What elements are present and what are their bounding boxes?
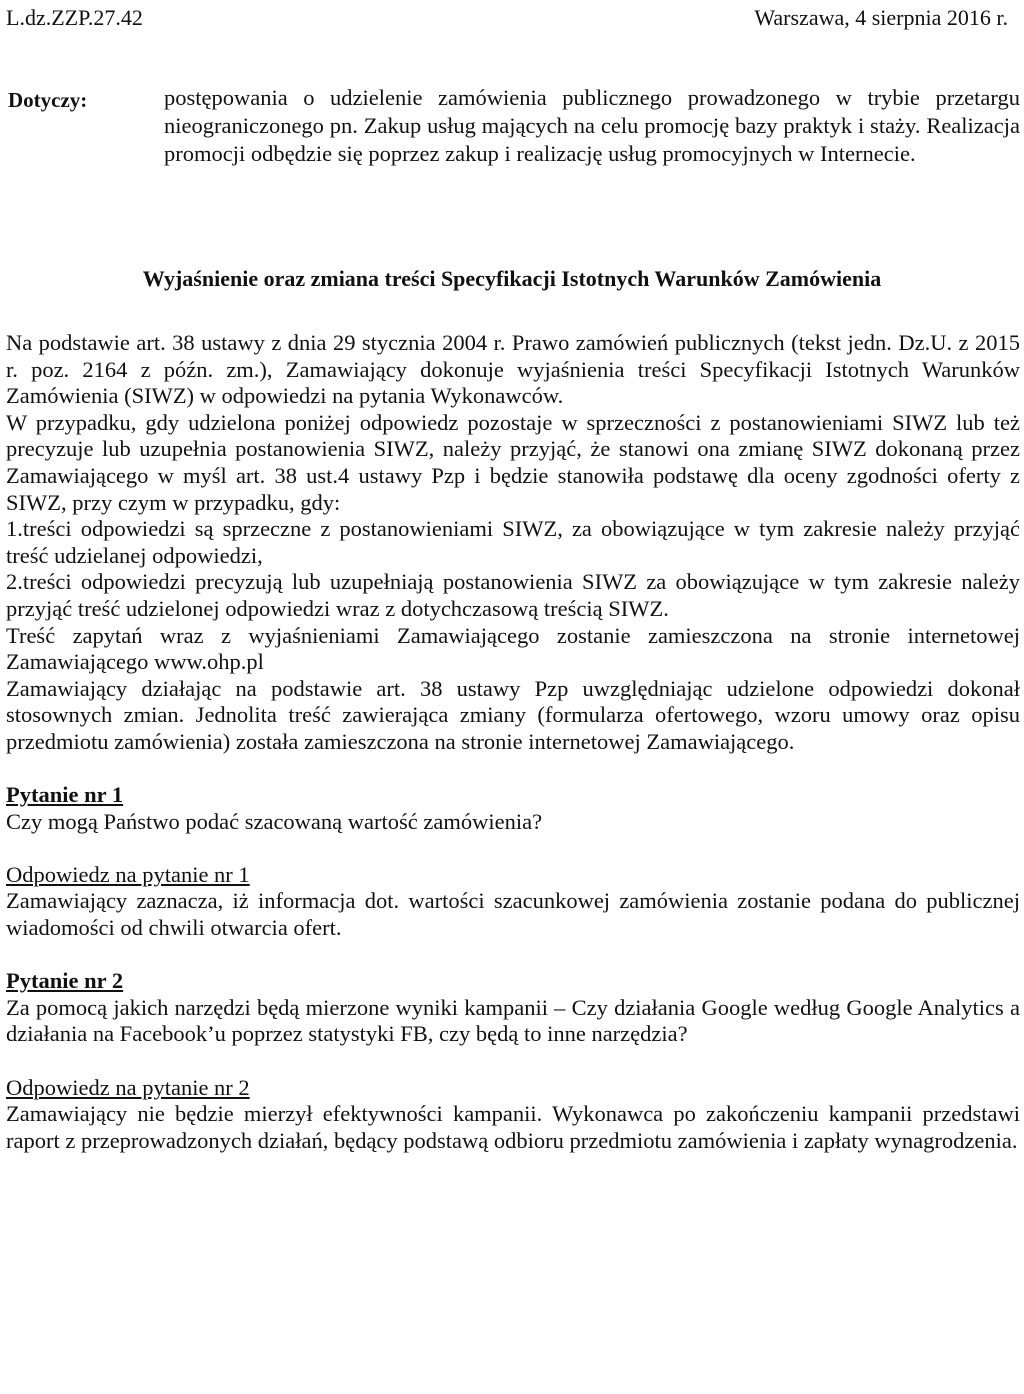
paragraph-point-1: 1.treści odpowiedzi są sprzeczne z postanowieniami SIWZ, za obowiązujące w tym zakresie należy przyjąć treść udzielanej odpowiedzi,	[6, 516, 1020, 568]
answer-2-heading: Odpowiedz na pytanie nr 2	[6, 1074, 250, 1100]
subject-text: postępowania o udzielenie zamówienia publicznego prowadzonego w trybie przetargu nieograniczonego pn. Zakup usług mających na celu promocję bazy praktyk i staży. Realizacja promocji odbędzie się poprzez zakup i realizację usług promocyjnych w Internecie.	[164, 85, 1020, 166]
question-2-text: Za pomocą jakich narzędzi będą mierzone wyniki kampanii – Czy działania Google według Google Analytics a działania na Facebook’u poprzez statystyki FB, czy będą to inne narzędzia?	[6, 994, 1020, 1047]
answer-1-text: Zamawiający zaznacza, iż informacja dot. wartości szacunkowej zamówienia zostanie podana do publicznej wiadomości od chwili otwarcia ofert.	[6, 888, 1020, 941]
spacer	[6, 835, 1020, 862]
paragraph-legal-basis: Na podstawie art. 38 ustawy z dnia 29 stycznia 2004 r. Prawo zamówień publicznych (tekst jedn. Dz.U. z 2015 r. poz. 2164 z późn. zm.), Zamawiający dokonuje wyjaśnienia treści Specyfikacji Istotnych Warunków Zamówienia (SIWZ) w odpowiedzi na pytania Wykonawców.	[6, 330, 1020, 409]
document-body	[6, 330, 1020, 1154]
spacer	[6, 756, 1020, 783]
paragraph-changes: Zamawiający działając na podstawie art. 38 ustawy Pzp uwzględniając udzielone odpowiedzi dokonał stosownych zmian. Jednolita treść zawierająca zmiany (formularza ofertowego, wzoru umowy oraz opisu przedmiotu zamówienia) została zamieszczona na stronie internetowej Zamawiającego.	[6, 675, 1020, 754]
spacer	[6, 1048, 1020, 1075]
subject-label: Dotyczy:	[8, 88, 88, 112]
question-2-heading: Pytanie nr 2	[6, 968, 124, 994]
answer-2-text: Zamawiający nie będzie mierzył efektywności kampanii. Wykonawca po zakończeniu kampanii przedstawi raport z przeprowadzonych działań, będący podstawą odbioru przedmiotu zamówienia i zapłaty wynagrodzenia.	[6, 1101, 1020, 1153]
spacer	[6, 942, 1020, 969]
question-1-text: Czy mogą Państwo podać szacowaną wartość zamówienia?	[6, 808, 543, 834]
answer-1-heading: Odpowiedz na pytanie nr 1	[6, 861, 250, 887]
paragraph-conflict-rule: W przypadku, gdy udzielona poniżej odpowiedz pozostaje w sprzeczności z postanowieniami SIWZ lub też precyzuje lub uzupełnia postanowienia SIWZ, należy przyjąć, że stanowi ona zmianę SIWZ dokonaną przez Zamawiającego w myśl art. 38 ust.4 ustawy Pzp i będzie stanowiła podstawę dla oceny zgodności oferty z SIWZ, przy czym w przypadku, gdy:	[6, 409, 1020, 515]
document-date: Warszawa, 4 sierpnia 2016 r.	[754, 5, 1008, 30]
document-reference-number: L.dz.ZZP.27.42	[6, 5, 143, 30]
subject-block	[164, 84, 1020, 168]
paragraph-publication: Treść zapytań wraz z wyjaśnieniami Zamawiającego zostanie zamieszczona na stronie internetowej Zamawiającego www.ohp.pl	[6, 622, 1020, 675]
document-title: Wyjaśnienie oraz zmiana treści Specyfikacji Istotnych Warunków Zamówienia	[142, 266, 882, 291]
question-1-heading: Pytanie nr 1	[6, 782, 124, 808]
paragraph-point-2: 2.treści odpowiedzi precyzują lub uzupełniają postanowienia SIWZ za obowiązujące w tym zakresie należy przyjąć treść udzielonej odpowiedzi wraz z dotychczasową treścią SIWZ.	[6, 569, 1020, 621]
